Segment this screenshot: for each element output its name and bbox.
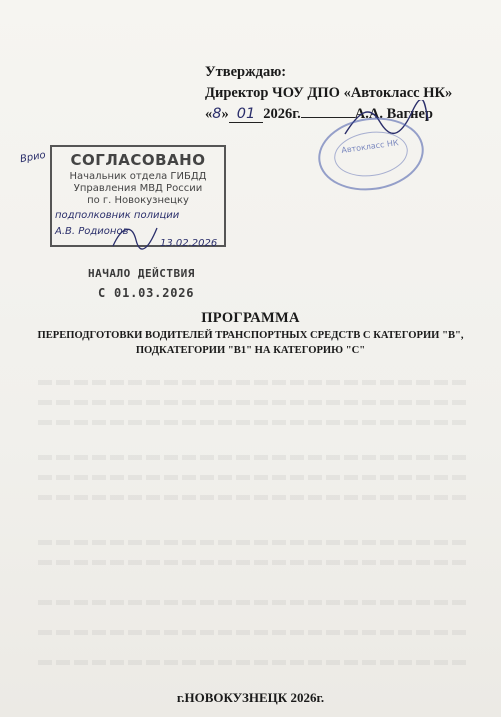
approval-day: 8	[212, 106, 222, 122]
city-year: г.НОВОКУЗНЕЦК 2026г.	[176, 690, 325, 705]
round-seal-text: Автокласс НК	[340, 138, 400, 156]
acting-prefix: Врио	[19, 149, 47, 166]
approval-heading: Утверждаю:	[205, 64, 287, 80]
approval-year: 2026г.	[263, 106, 301, 122]
validity-heading: НАЧАЛО ДЕЙСТВИЯ	[88, 267, 195, 280]
director-name: А.А. Вагнер	[354, 106, 433, 122]
bleed-through-line	[38, 630, 468, 635]
agreed-line: Начальник отдела ГИБДД	[69, 171, 207, 182]
director-position: Директор ЧОУ ДПО «Автокласс НК»	[205, 85, 453, 101]
bleed-through-line	[38, 420, 468, 425]
document-title: ПРОГРАММА	[201, 310, 300, 326]
document-subtitle: ПЕРЕПОДГОТОВКИ ВОДИТЕЛЕЙ ТРАНСПОРТНЫХ СРЕДСТВ С КАТЕГОРИИ "В", ПОДКАТЕГОРИИ "В1" НА КАТЕГОРИЮ "С"	[37, 330, 464, 356]
approval-month: 01	[229, 106, 263, 123]
official-name: А.В. Родионов	[55, 226, 129, 237]
official-signature	[110, 222, 160, 252]
bleed-through-line	[38, 600, 468, 605]
agreed-line: Управления МВД России	[73, 183, 203, 194]
bleed-through-line	[38, 495, 468, 500]
validity-date: С 01.03.2026	[98, 286, 195, 300]
date-quote: «	[205, 106, 213, 122]
agreed-heading: СОГЛАСОВАНО	[70, 151, 206, 169]
official-position: подполковник полиции	[55, 210, 180, 221]
bleed-through-line	[38, 400, 468, 405]
agreed-date: 13.02.2026	[160, 238, 218, 249]
bleed-through-line	[38, 660, 468, 665]
validity-stamp	[88, 267, 195, 300]
agreed-line: по г. Новокузнецку	[87, 195, 189, 206]
bleed-through-line	[38, 560, 468, 565]
bleed-through-line	[38, 455, 468, 460]
bleed-through-line	[38, 380, 468, 385]
bleed-through-line	[38, 475, 468, 480]
bleed-through-line	[38, 540, 468, 545]
date-quote: »	[221, 106, 229, 122]
